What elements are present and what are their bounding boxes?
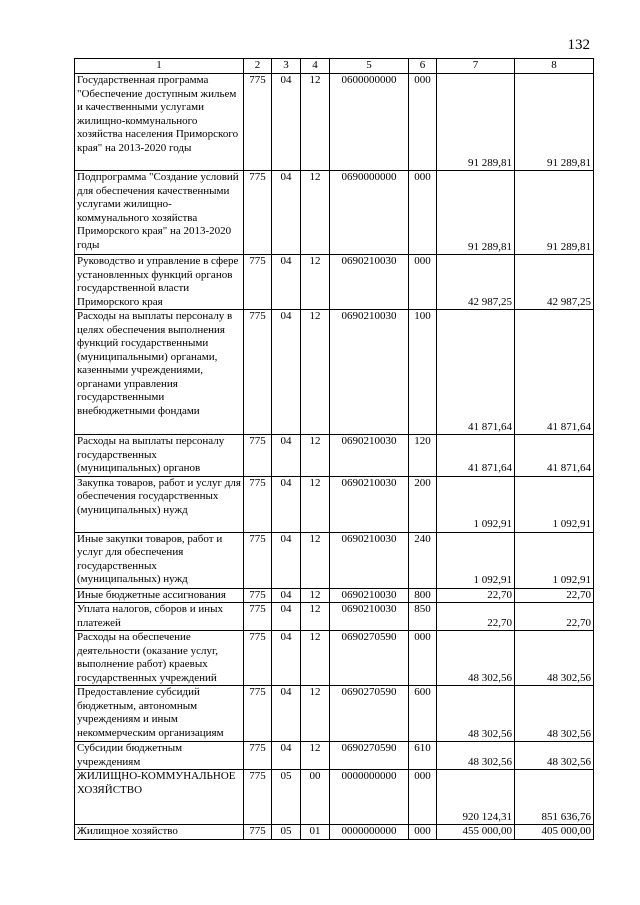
- expense-type-code: 000: [409, 74, 437, 171]
- target-article-code: 0000000000: [330, 770, 409, 825]
- budget-code: 775: [244, 742, 272, 770]
- amount-col8: 22,70: [515, 588, 594, 603]
- row-name: Субсидии бюджетным учреждениям: [75, 742, 244, 770]
- row-name: Расходы на выплаты персоналу в целях обеспечения выполнения функций государственными (муниципальными) органами, казенными учреждениями, органами управления государственными внебюджетными фондами: [75, 310, 244, 435]
- budget-table: [74, 58, 594, 840]
- budget-code: 775: [244, 770, 272, 825]
- table-row: [75, 74, 594, 171]
- expense-type-code: 610: [409, 742, 437, 770]
- column-header: 3: [272, 59, 301, 74]
- row-name: Закупка товаров, работ и услуг для обеспечения государственных (муниципальных) нужд: [75, 476, 244, 532]
- amount-col7: 48 302,56: [437, 686, 515, 742]
- budget-code: 775: [244, 603, 272, 631]
- budget-code: 775: [244, 686, 272, 742]
- amount-col8: 48 302,56: [515, 742, 594, 770]
- amount-col8: 851 636,76: [515, 770, 594, 825]
- subsection-code: 12: [301, 255, 330, 310]
- subsection-code: 12: [301, 310, 330, 435]
- amount-col7: 91 289,81: [437, 74, 515, 171]
- target-article-code: 0000000000: [330, 825, 409, 840]
- column-header-row: [75, 59, 594, 74]
- expense-type-code: 200: [409, 476, 437, 532]
- budget-code: 775: [244, 310, 272, 435]
- subsection-code: 12: [301, 171, 330, 255]
- section-code: 05: [272, 770, 301, 825]
- row-name: Уплата налогов, сборов и иных платежей: [75, 603, 244, 631]
- section-code: 04: [272, 310, 301, 435]
- section-code: 05: [272, 825, 301, 840]
- amount-col7: 42 987,25: [437, 255, 515, 310]
- table-row: [75, 588, 594, 603]
- table-row: [75, 435, 594, 477]
- amount-col7: 48 302,56: [437, 742, 515, 770]
- target-article-code: 0690210030: [330, 603, 409, 631]
- row-name: Руководство и управление в сфере установленных функций органов государственной власти Приморского края: [75, 255, 244, 310]
- expense-type-code: 000: [409, 255, 437, 310]
- subsection-code: 12: [301, 476, 330, 532]
- row-name: Подпрограмма "Создание условий для обеспечения качественными услугами жилищно-коммунального хозяйства Приморского края" на 2013-2020 годы: [75, 171, 244, 255]
- target-article-code: 0600000000: [330, 74, 409, 171]
- row-name: Государственная программа "Обеспечение доступным жильем и качественными услугами жилищно-коммунального хозяйства населения Приморского края" на 2013-2020 годы: [75, 74, 244, 171]
- table-row: [75, 631, 594, 686]
- table-row: [75, 742, 594, 770]
- section-code: 04: [272, 588, 301, 603]
- row-name: ЖИЛИЩНО-КОММУНАЛЬНОЕ ХОЗЯЙСТВО: [75, 770, 244, 825]
- target-article-code: 0690210030: [330, 310, 409, 435]
- amount-col8: 41 871,64: [515, 310, 594, 435]
- table-row: [75, 686, 594, 742]
- target-article-code: 0690000000: [330, 171, 409, 255]
- column-header: 1: [75, 59, 244, 74]
- amount-col8: 1 092,91: [515, 476, 594, 532]
- table-row: [75, 476, 594, 532]
- section-code: 04: [272, 74, 301, 171]
- expense-type-code: 100: [409, 310, 437, 435]
- row-name: Жилищное хозяйство: [75, 825, 244, 840]
- expense-type-code: 000: [409, 825, 437, 840]
- column-header: 2: [244, 59, 272, 74]
- budget-code: 775: [244, 255, 272, 310]
- subsection-code: 12: [301, 435, 330, 477]
- expense-type-code: 600: [409, 686, 437, 742]
- section-code: 04: [272, 532, 301, 588]
- subsection-code: 12: [301, 631, 330, 686]
- section-code: 04: [272, 631, 301, 686]
- expense-type-code: 000: [409, 631, 437, 686]
- table-row: [75, 532, 594, 588]
- budget-code: 775: [244, 74, 272, 171]
- amount-col7: 455 000,00: [437, 825, 515, 840]
- amount-col7: 920 124,31: [437, 770, 515, 825]
- amount-col7: 1 092,91: [437, 476, 515, 532]
- amount-col7: 41 871,64: [437, 435, 515, 477]
- amount-col8: 405 000,00: [515, 825, 594, 840]
- budget-code: 775: [244, 171, 272, 255]
- amount-col8: 48 302,56: [515, 631, 594, 686]
- subsection-code: 12: [301, 588, 330, 603]
- column-header: 5: [330, 59, 409, 74]
- subsection-code: 00: [301, 770, 330, 825]
- target-article-code: 0690270590: [330, 631, 409, 686]
- table-row: [75, 310, 594, 435]
- subsection-code: 12: [301, 603, 330, 631]
- target-article-code: 0690210030: [330, 435, 409, 477]
- budget-code: 775: [244, 588, 272, 603]
- subsection-code: 12: [301, 742, 330, 770]
- budget-code: 775: [244, 631, 272, 686]
- amount-col8: 48 302,56: [515, 686, 594, 742]
- amount-col8: 91 289,81: [515, 171, 594, 255]
- amount-col7: 48 302,56: [437, 631, 515, 686]
- amount-col7: 41 871,64: [437, 310, 515, 435]
- table-row: [75, 770, 594, 825]
- column-header: 4: [301, 59, 330, 74]
- subsection-code: 01: [301, 825, 330, 840]
- section-code: 04: [272, 686, 301, 742]
- section-code: 04: [272, 476, 301, 532]
- subsection-code: 12: [301, 532, 330, 588]
- expense-type-code: 000: [409, 770, 437, 825]
- row-name: Иные бюджетные ассигнования: [75, 588, 244, 603]
- amount-col8: 22,70: [515, 603, 594, 631]
- row-name: Расходы на обеспечение деятельности (оказание услуг, выполнение работ) краевых государственных учреждений: [75, 631, 244, 686]
- amount-col7: 22,70: [437, 603, 515, 631]
- table-row: [75, 255, 594, 310]
- table-row: [75, 825, 594, 840]
- target-article-code: 0690210030: [330, 255, 409, 310]
- page-number: 132: [567, 37, 590, 53]
- column-header: 6: [409, 59, 437, 74]
- amount-col8: 1 092,91: [515, 532, 594, 588]
- expense-type-code: 850: [409, 603, 437, 631]
- budget-code: 775: [244, 435, 272, 477]
- expense-type-code: 240: [409, 532, 437, 588]
- table-row: [75, 603, 594, 631]
- budget-code: 775: [244, 532, 272, 588]
- target-article-code: 0690210030: [330, 476, 409, 532]
- section-code: 04: [272, 603, 301, 631]
- column-header: 7: [437, 59, 515, 74]
- amount-col8: 42 987,25: [515, 255, 594, 310]
- section-code: 04: [272, 171, 301, 255]
- row-name: Иные закупки товаров, работ и услуг для обеспечения государственных (муниципальных) нужд: [75, 532, 244, 588]
- budget-code: 775: [244, 825, 272, 840]
- subsection-code: 12: [301, 686, 330, 742]
- target-article-code: 0690270590: [330, 742, 409, 770]
- target-article-code: 0690210030: [330, 588, 409, 603]
- section-code: 04: [272, 255, 301, 310]
- target-article-code: 0690210030: [330, 532, 409, 588]
- expense-type-code: 000: [409, 171, 437, 255]
- table-row: [75, 171, 594, 255]
- amount-col7: 91 289,81: [437, 171, 515, 255]
- column-header: 8: [515, 59, 594, 74]
- expense-type-code: 120: [409, 435, 437, 477]
- section-code: 04: [272, 435, 301, 477]
- row-name: Расходы на выплаты персоналу государственных (муниципальных) органов: [75, 435, 244, 477]
- amount-col7: 1 092,91: [437, 532, 515, 588]
- section-code: 04: [272, 742, 301, 770]
- amount-col7: 22,70: [437, 588, 515, 603]
- row-name: Предоставление субсидий бюджетным, автономным учреждениям и иным некоммерческим организациям: [75, 686, 244, 742]
- subsection-code: 12: [301, 74, 330, 171]
- amount-col8: 91 289,81: [515, 74, 594, 171]
- amount-col8: 41 871,64: [515, 435, 594, 477]
- expense-type-code: 800: [409, 588, 437, 603]
- budget-code: 775: [244, 476, 272, 532]
- target-article-code: 0690270590: [330, 686, 409, 742]
